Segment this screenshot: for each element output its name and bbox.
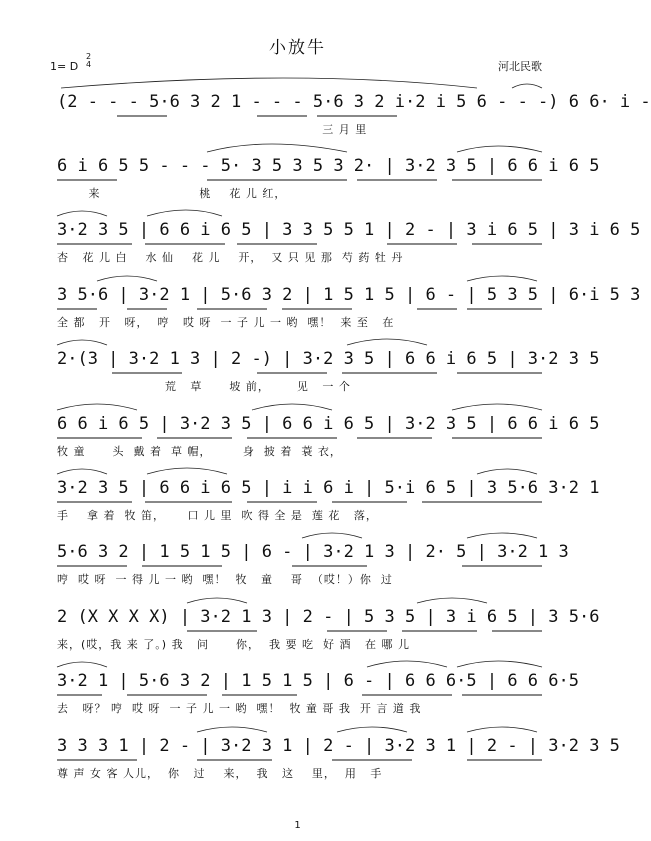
notation-line: 5·6 3 2 | 1 5 1 5 | 6 - | 3·2 1 3 | 2· 5 | 3·2 1 3 (57, 542, 569, 562)
key-signature: 1= D (50, 60, 79, 73)
score-system-1 (57, 88, 651, 148)
beam-underlines (57, 114, 542, 120)
composer-credit: 河北民歌 (498, 60, 542, 73)
beam-underlines (57, 307, 542, 313)
score-system-8 (57, 538, 569, 598)
score-system-5 (57, 345, 600, 405)
lyric-line: 荒 草 坡 前， 见 一 个 (57, 380, 351, 393)
beam-underlines (57, 436, 542, 442)
song-title: 小放牛 (269, 38, 326, 58)
lyric-line: 尊 声 女 客 人儿， 你 过 来， 我 这 里， 用 手 (57, 767, 383, 780)
notation-line: 6 i 6 5 5 - - - 5· 3 5 3 5 3 2· | 3·2 3 5 | 6 6 i 6 5 (57, 156, 600, 176)
page-number: 1 (294, 820, 301, 831)
beam-underlines (57, 178, 542, 184)
time-signature-top: 2 (86, 52, 92, 61)
score-system-2 (57, 152, 600, 212)
notation-line: (2 - - - 5·6 3 2 1 - - - 5·6 3 2 i·2 i 5 6 - - -) 6 6· i - (57, 92, 651, 112)
beam-underlines (57, 564, 542, 570)
score-system-6 (57, 410, 600, 470)
lyric-line: 来，(哎，我 来 了。) 我 问 你， 我 要 吃 好 酒 在 哪 儿 (57, 638, 410, 651)
beam-underlines (57, 629, 542, 635)
time-signature-bottom: 4 (86, 60, 92, 69)
lyric-line: 全 都 开 呀， 哼 哎 呀 一 子 儿 一 哟 嘿！ 来 至 在 (57, 316, 395, 329)
score-system-11 (57, 732, 620, 792)
score-system-9 (57, 603, 600, 663)
lyric-line: 手 拿 着 牧 笛， 口 儿 里 吹 得 全 是 莲 花 落， (57, 509, 378, 522)
lyric-line: 杏 花 儿 白 水 仙 花 儿 开， 又 只 见 那 芍 药 牡 丹 (57, 251, 404, 264)
notation-line: 3·2 1 | 5·6 3 2 | 1 5 1 5 | 6 - | 6 6 6·5 | 6 6 6·5 (57, 671, 579, 691)
beam-underlines (57, 242, 542, 248)
notation-line: 6 6 i 6 5 | 3·2 3 5 | 6 6 i 6 5 | 3·2 3 5 | 6 6 i 6 5 (57, 414, 600, 434)
lyric-line: 来 桃 花 儿 红， (57, 187, 287, 200)
score-system-4 (57, 281, 641, 341)
notation-line: 3·2 3 5 | 6 6 i 6 5 | i i 6 i | 5·i 6 5 | 3 5·6 3·2 1 (57, 478, 600, 498)
beam-underlines (57, 693, 542, 699)
notation-line: 2·(3 | 3·2 1 3 | 2 -) | 3·2 3 5 | 6 6 i 6 5 | 3·2 3 5 (57, 349, 600, 369)
notation-line: 3·2 3 5 | 6 6 i 6 5 | 3 3 5 5 1 | 2 - | 3 i 6 5 | 3 i 6 5 (57, 220, 641, 240)
lyric-line: 牧 童 头 戴 着 草 帽， 身 披 着 蓑 衣， (57, 445, 342, 458)
notation-line: 3 3 3 1 | 2 - | 3·2 3 1 | 2 - | 3·2 3 1 | 2 - | 3·2 3 5 (57, 736, 620, 756)
score-system-10 (57, 667, 579, 727)
beam-underlines (57, 371, 542, 377)
lyric-line: 哼 哎 呀 一 得 儿 一 哟 嘿！ 牧 童 哥 （哎！）你 过 (57, 573, 393, 586)
notation-line: 3 5·6 | 3·2 1 | 5·6 3 2 | 1 5 1 5 | 6 - | 5 3 5 | 6·i 5 3 (57, 285, 641, 305)
lyric-line: 去 呀？ 哼 哎 呀 一 子 儿 一 哟 嘿！ 牧 童 哥 我 开 言 道 我 (57, 702, 422, 715)
notation-line: 2 (X X X X) | 3·2 1 3 | 2 - | 5 3 5 | 3 i 6 5 | 3 5·6 (57, 607, 600, 627)
lyric-line: 三 月 里 (57, 123, 368, 136)
score-system-7 (57, 474, 600, 534)
time-signature (86, 53, 91, 69)
beam-underlines (57, 758, 542, 764)
score-system-3 (57, 216, 641, 276)
beam-underlines (57, 500, 542, 506)
